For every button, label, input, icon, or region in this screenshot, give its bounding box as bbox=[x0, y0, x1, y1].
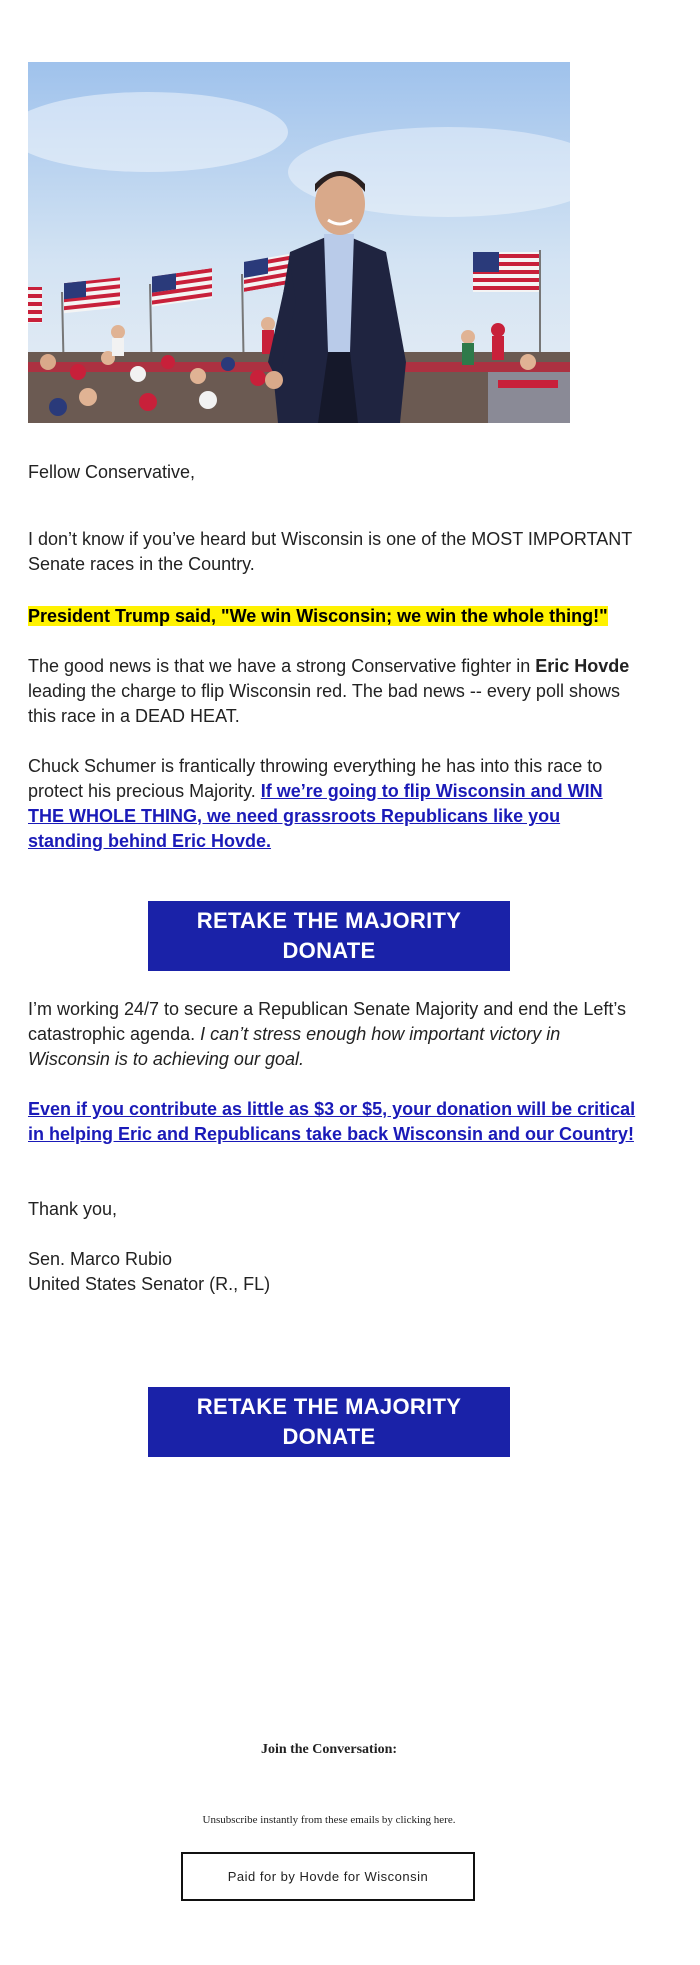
candidate-name: Eric Hovde bbox=[535, 656, 630, 676]
donate-button-top-line1: RETAKE THE MAJORITY bbox=[196, 908, 462, 933]
schumer-paragraph bbox=[28, 754, 638, 854]
join-conversation: Join the Conversation: bbox=[260, 1742, 398, 1757]
signature-title: United States Senator (R., FL) bbox=[28, 1274, 271, 1294]
victory-emphasis: I can’t stress enough how important victory in Wisconsin is to achieving our goal. bbox=[28, 1024, 561, 1069]
good-news-text-a: The good news is that we have a strong Conservative fighter in bbox=[28, 656, 536, 676]
contribute-link[interactable]: Even if you contribute as little as $3 or $5, your donation will be critical in helping Eric and Republicans take back Wisconsin and our Country! bbox=[28, 1099, 636, 1144]
donate-button-top-line2: DONATE bbox=[282, 938, 376, 963]
rally-photo bbox=[28, 62, 570, 423]
schumer-text: Chuck Schumer is frantically throwing everything he has into this race to protect his precious Majority. bbox=[28, 756, 603, 801]
donate-button-top[interactable] bbox=[148, 901, 510, 971]
flip-wisconsin-link[interactable]: If we’re going to flip Wisconsin and WIN THE WHOLE THING, we need grassroots Republicans like you standing behind Eric Hovde. bbox=[28, 781, 603, 851]
signature bbox=[28, 1247, 638, 1297]
donate-button-bottom-line1: RETAKE THE MAJORITY bbox=[196, 1394, 462, 1419]
unsubscribe-link[interactable]: Unsubscribe instantly from these emails by clicking here. bbox=[202, 1814, 456, 1826]
trump-quote-highlight: President Trump said, "We win Wisconsin; we win the whole thing!" bbox=[28, 606, 608, 626]
intro-paragraph: I don’t know if you’ve heard but Wisconsin is one of the MOST IMPORTANT Senate races in the Country. bbox=[28, 529, 632, 574]
signature-name: Sen. Marco Rubio bbox=[28, 1249, 173, 1269]
salutation: Fellow Conservative, bbox=[28, 462, 196, 482]
donate-button-bottom-line2: DONATE bbox=[282, 1424, 376, 1449]
working-paragraph bbox=[28, 997, 638, 1072]
paid-for-text: Paid for by Hovde for Wisconsin bbox=[227, 1869, 429, 1884]
closing: Thank you, bbox=[28, 1199, 118, 1219]
good-news-text-c: leading the charge to flip Wisconsin red. The bad news -- every poll shows this race in a DEAD HEAT. bbox=[28, 681, 620, 726]
paid-for-box bbox=[181, 1852, 475, 1901]
hero-image bbox=[28, 62, 570, 423]
trump-quote bbox=[28, 604, 638, 629]
working-text: I’m working 24/7 to secure a Republican Senate Majority and end the Left’s catastrophic agenda. bbox=[28, 999, 627, 1044]
good-news-paragraph bbox=[28, 654, 638, 729]
contribute-paragraph bbox=[28, 1097, 638, 1147]
donate-button-bottom[interactable] bbox=[148, 1387, 510, 1457]
